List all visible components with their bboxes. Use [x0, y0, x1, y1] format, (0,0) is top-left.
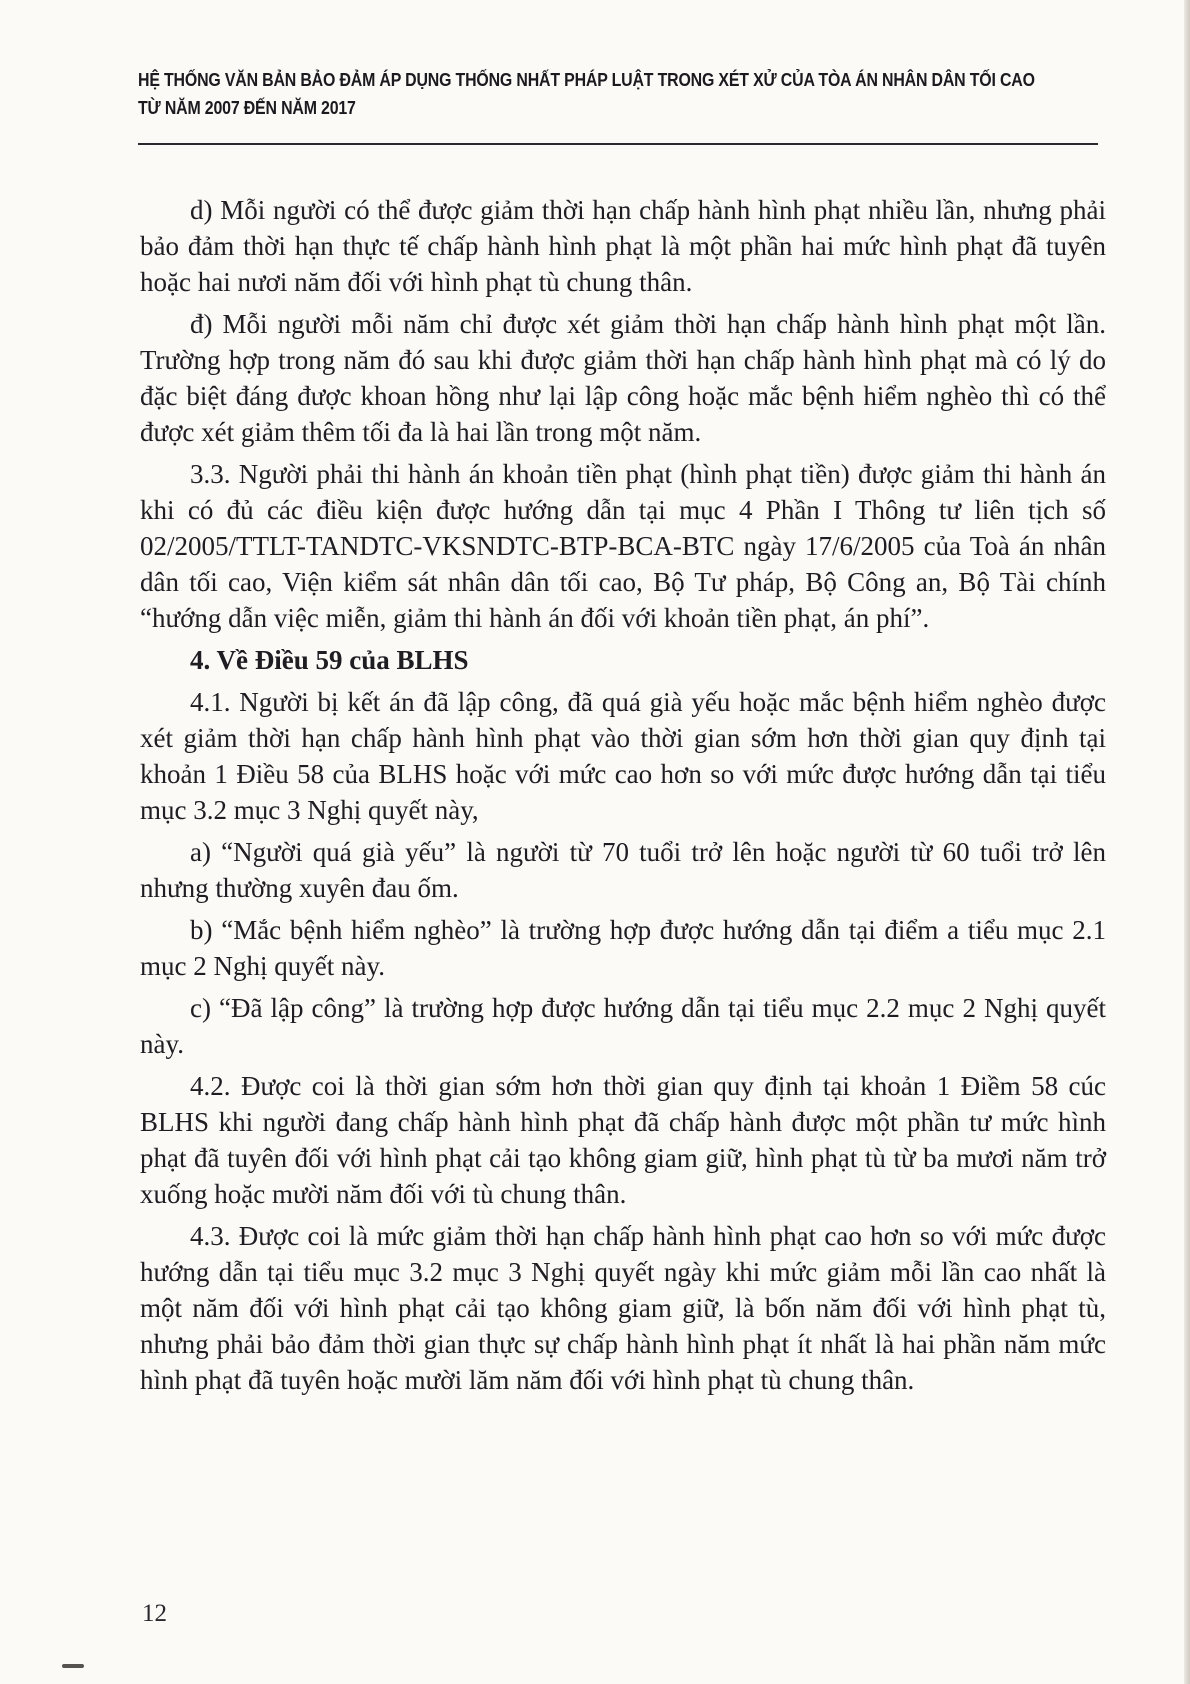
- running-header-line-2: TỪ NĂM 2007 ĐẾN NĂM 2017: [138, 97, 356, 118]
- paragraph-4-1: 4.1. Người bị kết án đã lập công, đã quá già yếu hoặc mắc bệnh hiểm nghèo được xét giảm thời hạn chấp hành hình phạt vào thời gian sớm hơn thời gian quy định tại khoản 1 Điều 58 của BLHS hoặc với mức cao hơn so với mức được hướng dẫn tại tiểu mục 3.2 mục 3 Nghị quyết này,: [140, 687, 1106, 825]
- header-divider: [138, 143, 1098, 145]
- body-text: [140, 192, 1106, 1404]
- paragraph-4-2: 4.2. Được coi là thời gian sớm hơn thời gian quy định tại khoản 1 Điềm 58 cúc BLHS khi người đang chấp hành hình phạt đã chấp hành được một phần tư mức hình phạt đã tuyên đối với hình phạt cải tạo không giam giữ, hình phạt tù từ ba mươi năm trở xuống hoặc mười năm đối với tù chung thân.: [140, 1071, 1106, 1209]
- paragraph-dd: đ) Mỗi người mỗi năm chỉ được xét giảm thời hạn chấp hành hình phạt một lần. Trường hợp trong năm đó sau khi được giảm thời hạn chấp hành hình phạt mà có lý do đặc biệt đáng được khoan hồng như lại lập công hoặc mắc bệnh hiểm nghèo thì có thể được xét giảm thêm tối đa là hai lần trong một năm.: [140, 309, 1106, 447]
- paragraph-4-1-c: c) “Đã lập công” là trường hợp được hướng dẫn tại tiểu mục 2.2 mục 2 Nghị quyết này.: [140, 993, 1106, 1059]
- page-number: 12: [142, 1600, 167, 1627]
- scan-mark: [62, 1664, 84, 1668]
- page-edge-shadow: [1184, 0, 1190, 1684]
- paragraph-4-1-a: a) “Người quá già yếu” là người từ 70 tuổi trở lên hoặc người từ 60 tuổi trở lên nhưng thường xuyên đau ốm.: [140, 837, 1106, 903]
- paragraph-4-3: 4.3. Được coi là mức giảm thời hạn chấp hành hình phạt cao hơn so với mức được hướng dẫn tại tiểu mục 3.2 mục 3 Nghị quyết ngày khi mức giảm mỗi lần cao nhất là một năm đối với hình phạt cải tạo không giam giữ, là bốn năm đối với hình phạt tù, nhưng phải bảo đảm thời gian thực sự chấp hành hình phạt ít nhất là hai phần năm mức hình phạt đã tuyên hoặc mười lăm năm đối với hình phạt tù chung thân.: [140, 1221, 1106, 1395]
- section-heading-4: 4. Về Điều 59 của BLHS: [190, 645, 469, 675]
- running-header: [138, 66, 1035, 122]
- paragraph-d: d) Mỗi người có thể được giảm thời hạn chấp hành hình phạt nhiều lần, nhưng phải bảo đảm thời hạn thực tế chấp hành hình phạt là một phần hai mức hình phạt đã tuyên hoặc hai nươi năm đối với hình phạt tù chung thân.: [140, 195, 1106, 297]
- paragraph-3-3: 3.3. Người phải thi hành án khoản tiền phạt (hình phạt tiền) được giảm thi hành án khi có đủ các điều kiện được hướng dẫn tại mục 4 Phần I Thông tư liên tịch số 02/2005/TTLT-TANDTC-VKSNDTC-BTP-BCA-BTC ngày 17/6/2005 của Toà án nhân dân tối cao, Viện kiểm sát nhân dân tối cao, Bộ Tư pháp, Bộ Công an, Bộ Tài chính “hướng dẫn việc miễn, giảm thi hành án đối với khoản tiền phạt, án phí”.: [140, 459, 1106, 633]
- paragraph-4-1-b: b) “Mắc bệnh hiểm nghèo” là trường hợp được hướng dẫn tại điểm a tiểu mục 2.1 mục 2 Nghị quyết này.: [140, 915, 1106, 981]
- running-header-line-1: HỆ THỐNG VĂN BẢN BẢO ĐẢM ÁP DỤNG THỐNG NHẤT PHÁP LUẬT TRONG XÉT XỬ CỦA TÒA ÁN NHÂN DÂN TỐI CAO: [138, 69, 1035, 90]
